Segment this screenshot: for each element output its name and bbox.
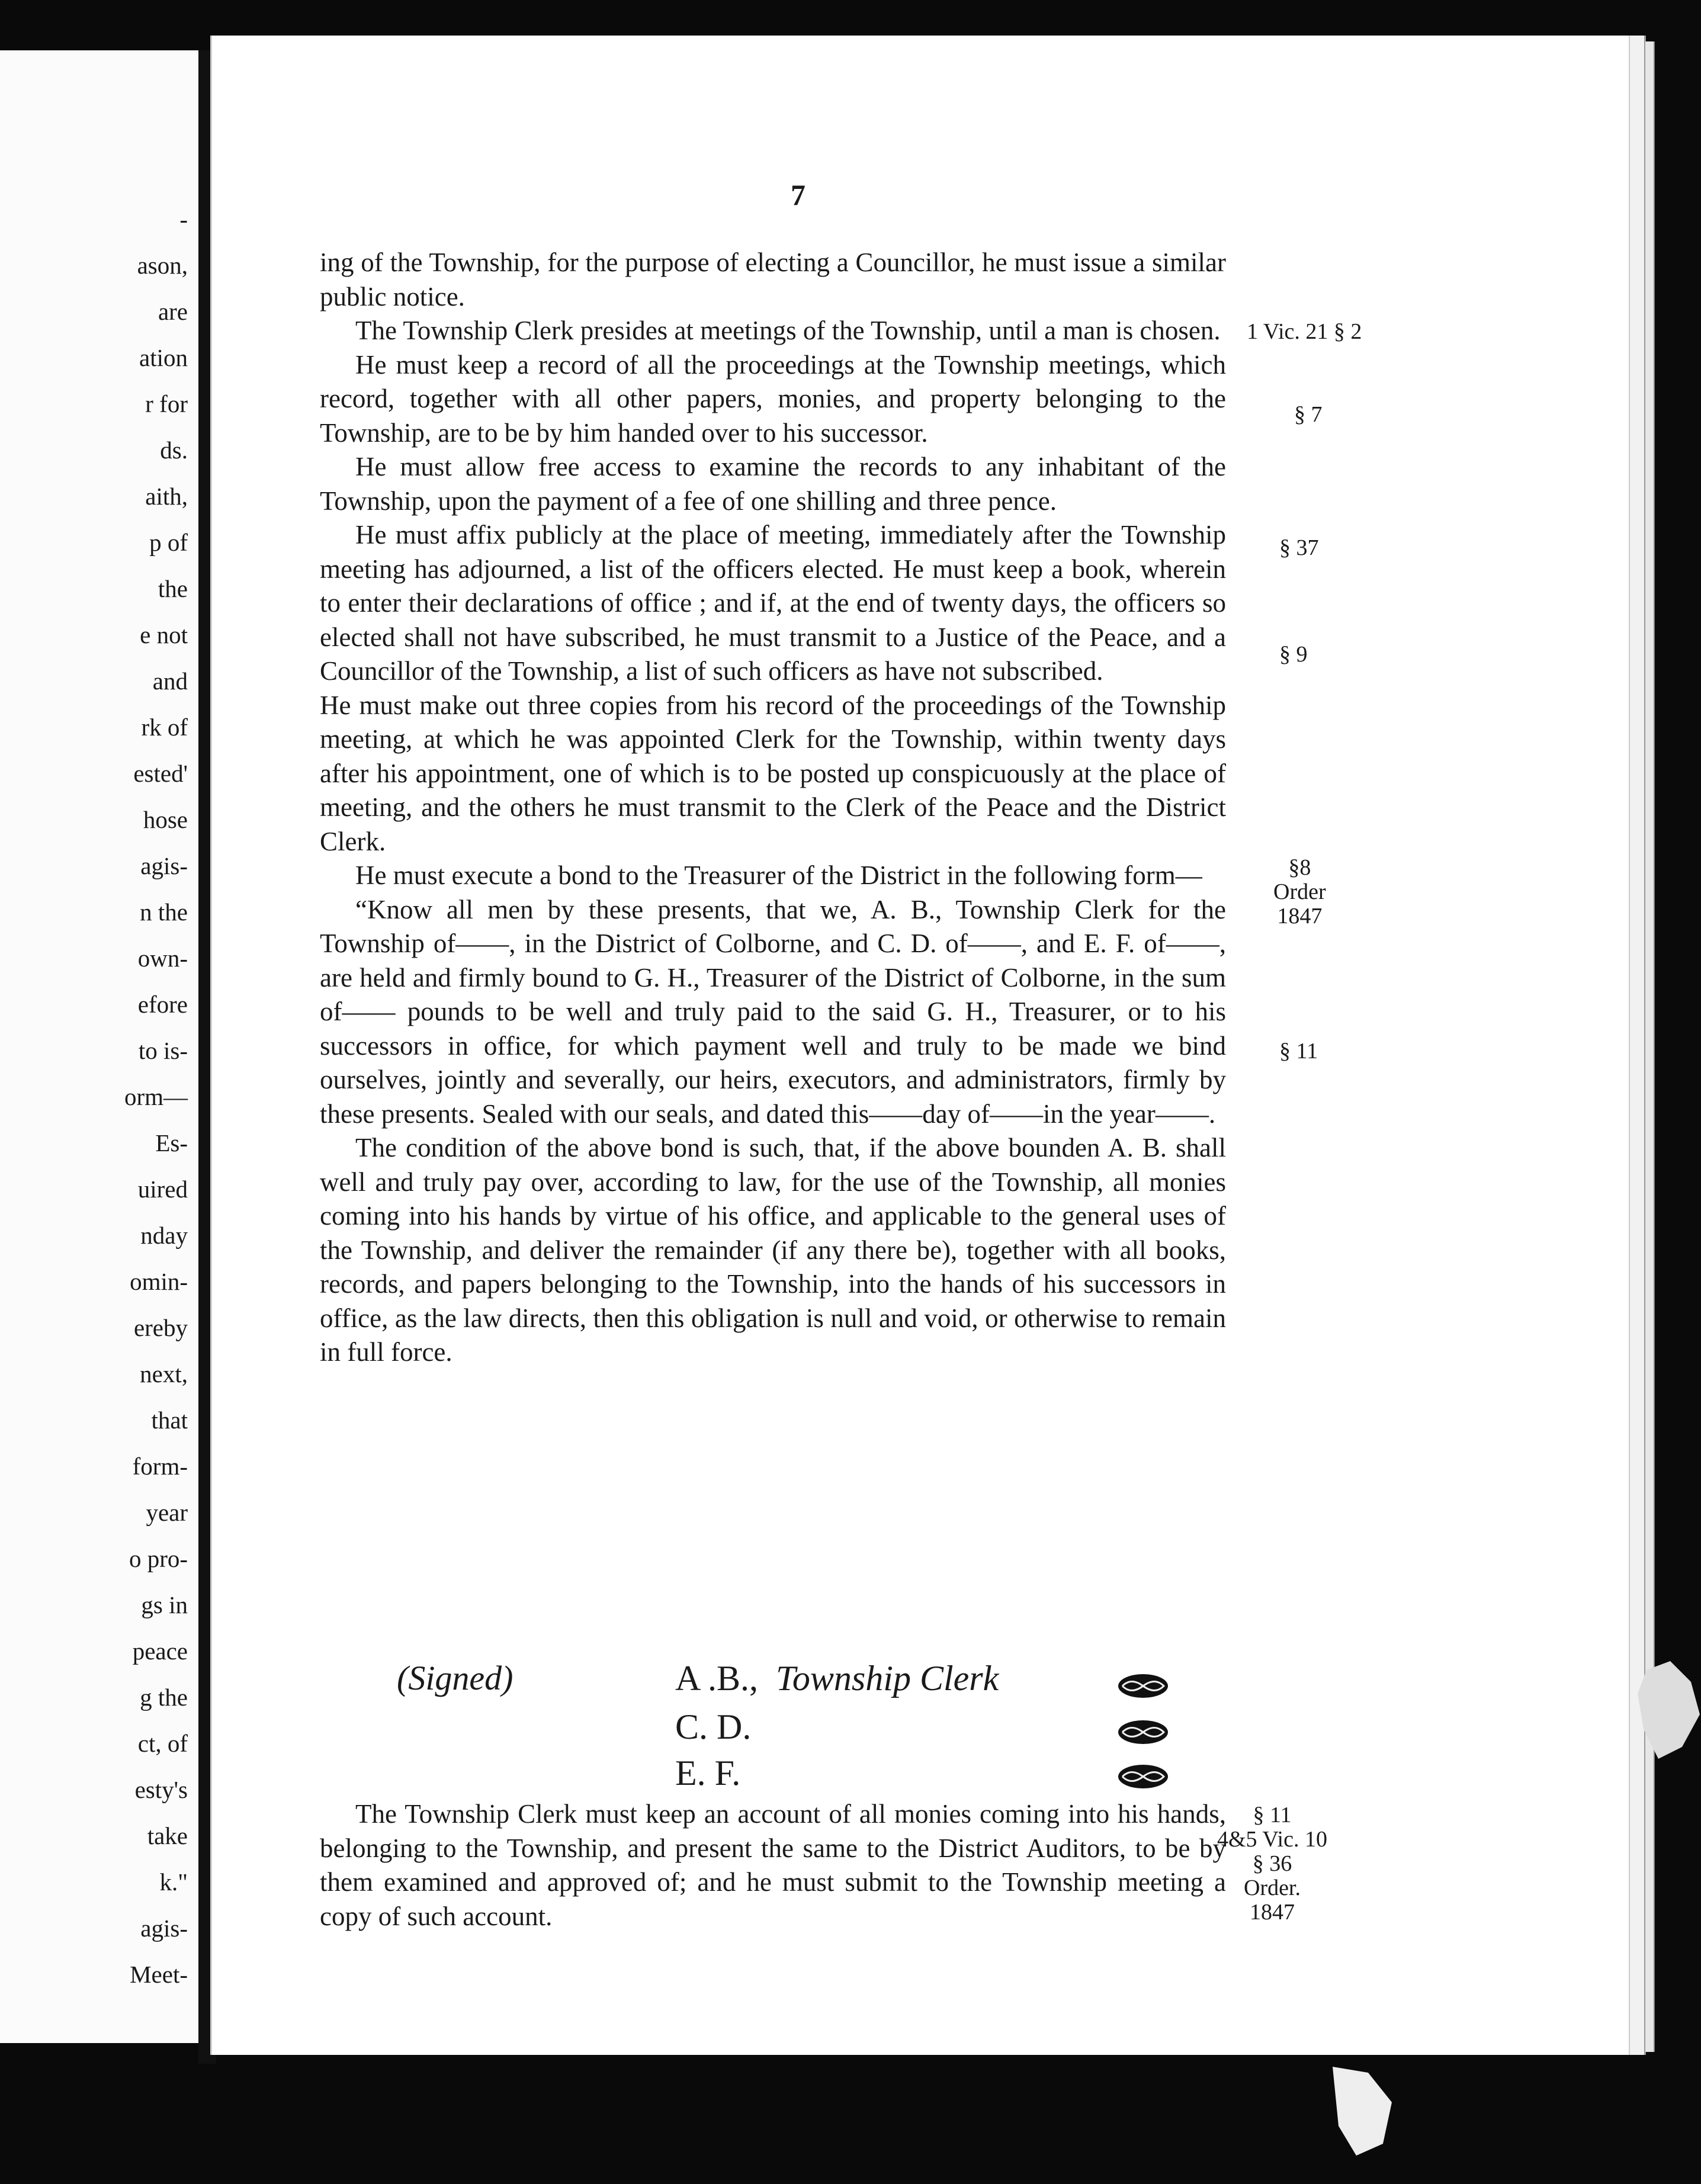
seal-icon [1116, 1671, 1170, 1701]
margin-note [1217, 1803, 1327, 1925]
left-page-text-fragment: orm— [124, 1083, 188, 1110]
margin-note-line: §8 [1288, 855, 1311, 880]
left-page-text-fragment: ason, [137, 252, 188, 279]
paragraph: The Township Clerk presides at meetings of the Township, until a man is chosen. [355, 316, 1221, 345]
left-page-text-fragment: that [151, 1406, 188, 1434]
left-page-text-fragment: e not [140, 621, 188, 648]
margin-note: § 7 [1294, 402, 1323, 427]
left-page-text-fragment: Es- [155, 1129, 188, 1157]
left-page-text-fragment: g the [140, 1684, 188, 1711]
seal-icon [1116, 1717, 1170, 1747]
left-page-text-fragment: form- [132, 1453, 188, 1480]
left-page-text-fragment: next, [140, 1360, 188, 1388]
page-number: 7 [791, 178, 805, 211]
left-page-text-fragment: hose [143, 806, 188, 833]
signatory-role: Township Clerk [776, 1659, 999, 1698]
paragraph: He must allow free access to examine the records to any inhabitant of the Township, upon the payment of a fee of one shilling and three pence. [320, 452, 1226, 516]
paragraph: He must keep a record of all the proceedings at the Township meetings, which record, together with all other papers, monies, and property belonging to the Township, are to be by him handed over to his successor. [320, 349, 1226, 448]
margin-note: § 11 [1279, 1039, 1318, 1064]
margin-note-line: § 36 [1252, 1851, 1292, 1876]
left-page-text-fragment: ds. [160, 436, 188, 464]
left-page-text-fragment: and [152, 667, 188, 695]
left-page-text-fragment: take [147, 1822, 188, 1849]
left-page-text-fragment: uired [137, 1175, 188, 1203]
signature-block [320, 1658, 1208, 1812]
left-page-text-fragment: Meet- [130, 1961, 188, 1988]
seal-icon [1116, 1762, 1170, 1791]
signatory-name: C. D. [675, 1707, 752, 1746]
left-page-text-fragment: o pro- [129, 1545, 188, 1572]
margin-note-line: Order. [1243, 1875, 1301, 1900]
left-page-text-fragment: p of [149, 529, 188, 556]
signatory-name: E. F. [675, 1753, 741, 1793]
left-page-text-fragment: to is- [138, 1037, 188, 1064]
margin-note: 1 Vic. 21 § 2 [1247, 319, 1362, 344]
left-page-text-fragment: omin- [130, 1268, 188, 1295]
margin-note-line: 4&5 Vic. 10 [1217, 1827, 1327, 1852]
left-page-text-fragment: aith, [145, 483, 188, 510]
left-page-text-fragment: agis- [140, 852, 188, 879]
body-text [320, 246, 1226, 1370]
left-page-text-fragment: rk of [141, 714, 188, 741]
paper-damage [1635, 1658, 1701, 1765]
left-page-text-fragment: peace [132, 1637, 188, 1665]
left-page-text-fragment: - [179, 205, 188, 233]
left-page-text-fragment: ereby [133, 1314, 188, 1341]
paragraph: ing of the Township, for the purpose of electing a Councillor, he must issue a similar public notice. [320, 248, 1226, 311]
signature-line [675, 1658, 999, 1699]
left-page-text-fragment: year [146, 1499, 188, 1526]
bond-form-text: “Know all men by these presents, that we, A. B., Township Clerk for the Township of——, in the District of Colborne, and C. D. of——, and E. F. of——, are held and firmly bound to G. H., Treasurer of the District of Colborne, in the sum of—— pounds to be well and truly paid to the said G. H., Treasurer, or to his successors in office, for which payment well and truly to be made we bind ourselves, jointly and severally, our heirs, executors, and administrators, firmly by these presents. Sealed with our seals, and dated this——day of——in the year——. [320, 894, 1226, 1129]
margin-note-line: 1847 [1249, 1900, 1295, 1925]
margin-note: § 9 [1279, 642, 1308, 667]
paragraph: The Township Clerk must keep an account of all monies coming into his hands, belonging to the Township, and present the same to the District Auditors, to be by them examined and approved of; and he must submit to the Township meeting a copy of such account. [320, 1799, 1226, 1931]
left-page-text-fragment: r for [145, 390, 188, 417]
left-page-text-fragment: n the [140, 898, 188, 926]
paper-damage [1327, 2061, 1398, 2161]
left-page-text-fragment: own- [137, 945, 188, 972]
last-paragraph [320, 1797, 1226, 1934]
left-page-text-fragment: gs in [141, 1591, 188, 1618]
left-page-text-fragment: efore [137, 991, 188, 1018]
signature-line [675, 1707, 751, 1748]
signed-label: (Signed) [397, 1659, 513, 1697]
margin-note: § 37 [1279, 535, 1319, 560]
signatory-name: A .B., [675, 1659, 759, 1698]
margin-note [1273, 856, 1326, 929]
left-page-fragment [0, 50, 201, 2043]
left-page-text-fragment: are [158, 298, 188, 325]
paragraph: He must affix publicly at the place of meeting, immediately after the Township meeting has adjourned, a list of the officers elected. He must keep a book, wherein to enter their declarations of office ; and if, at the end of twenty days, the officers so elected shall not have subscribed, he must transmit to a Justice of the Peace, and a Councillor of the Township, a list of such officers as have not subscribed. [320, 520, 1226, 686]
left-page-text-fragment: k." [159, 1868, 188, 1896]
margin-note-line: 1847 [1277, 904, 1323, 929]
margin-note-line: Order [1273, 879, 1326, 904]
margin-note-line: § 11 [1253, 1803, 1292, 1828]
left-page-text-fragment: ct, of [137, 1730, 188, 1757]
signature-line [675, 1753, 740, 1794]
paragraph: He must execute a bond to the Treasurer of the District in the following form— [355, 860, 1202, 890]
left-page-text-fragment: the [158, 575, 188, 602]
left-page-text-fragment: ested' [133, 760, 188, 787]
paragraph: He must make out three copies from his record of the proceedings of the Township meeting, at which he was appointed Clerk for the Township, within twenty days after his appointment, one of which is to be posted up conspicuously at the place of meeting, and the others he must transmit to the Clerk of the Peace and the District Clerk. [320, 690, 1226, 856]
left-page-text-fragment: nday [140, 1222, 188, 1249]
left-page-text-fragment: ation [139, 344, 188, 371]
bond-condition-text: The condition of the above bond is such, that, if the above bounden A. B. shall well and truly pay over, according to law, for the use of the Township, all monies coming into his hands by virtue of his office, and applicable to the general uses of the Township, and deliver the remainder (if any there be), together with all books, records, and papers belonging to the Township, into the hands of his successors in office, as the law directs, then this obligation is null and void, or otherwise to remain in full force. [320, 1133, 1226, 1367]
left-page-text-fragment: esty's [134, 1776, 188, 1803]
left-page-text-fragment: agis- [140, 1915, 188, 1942]
